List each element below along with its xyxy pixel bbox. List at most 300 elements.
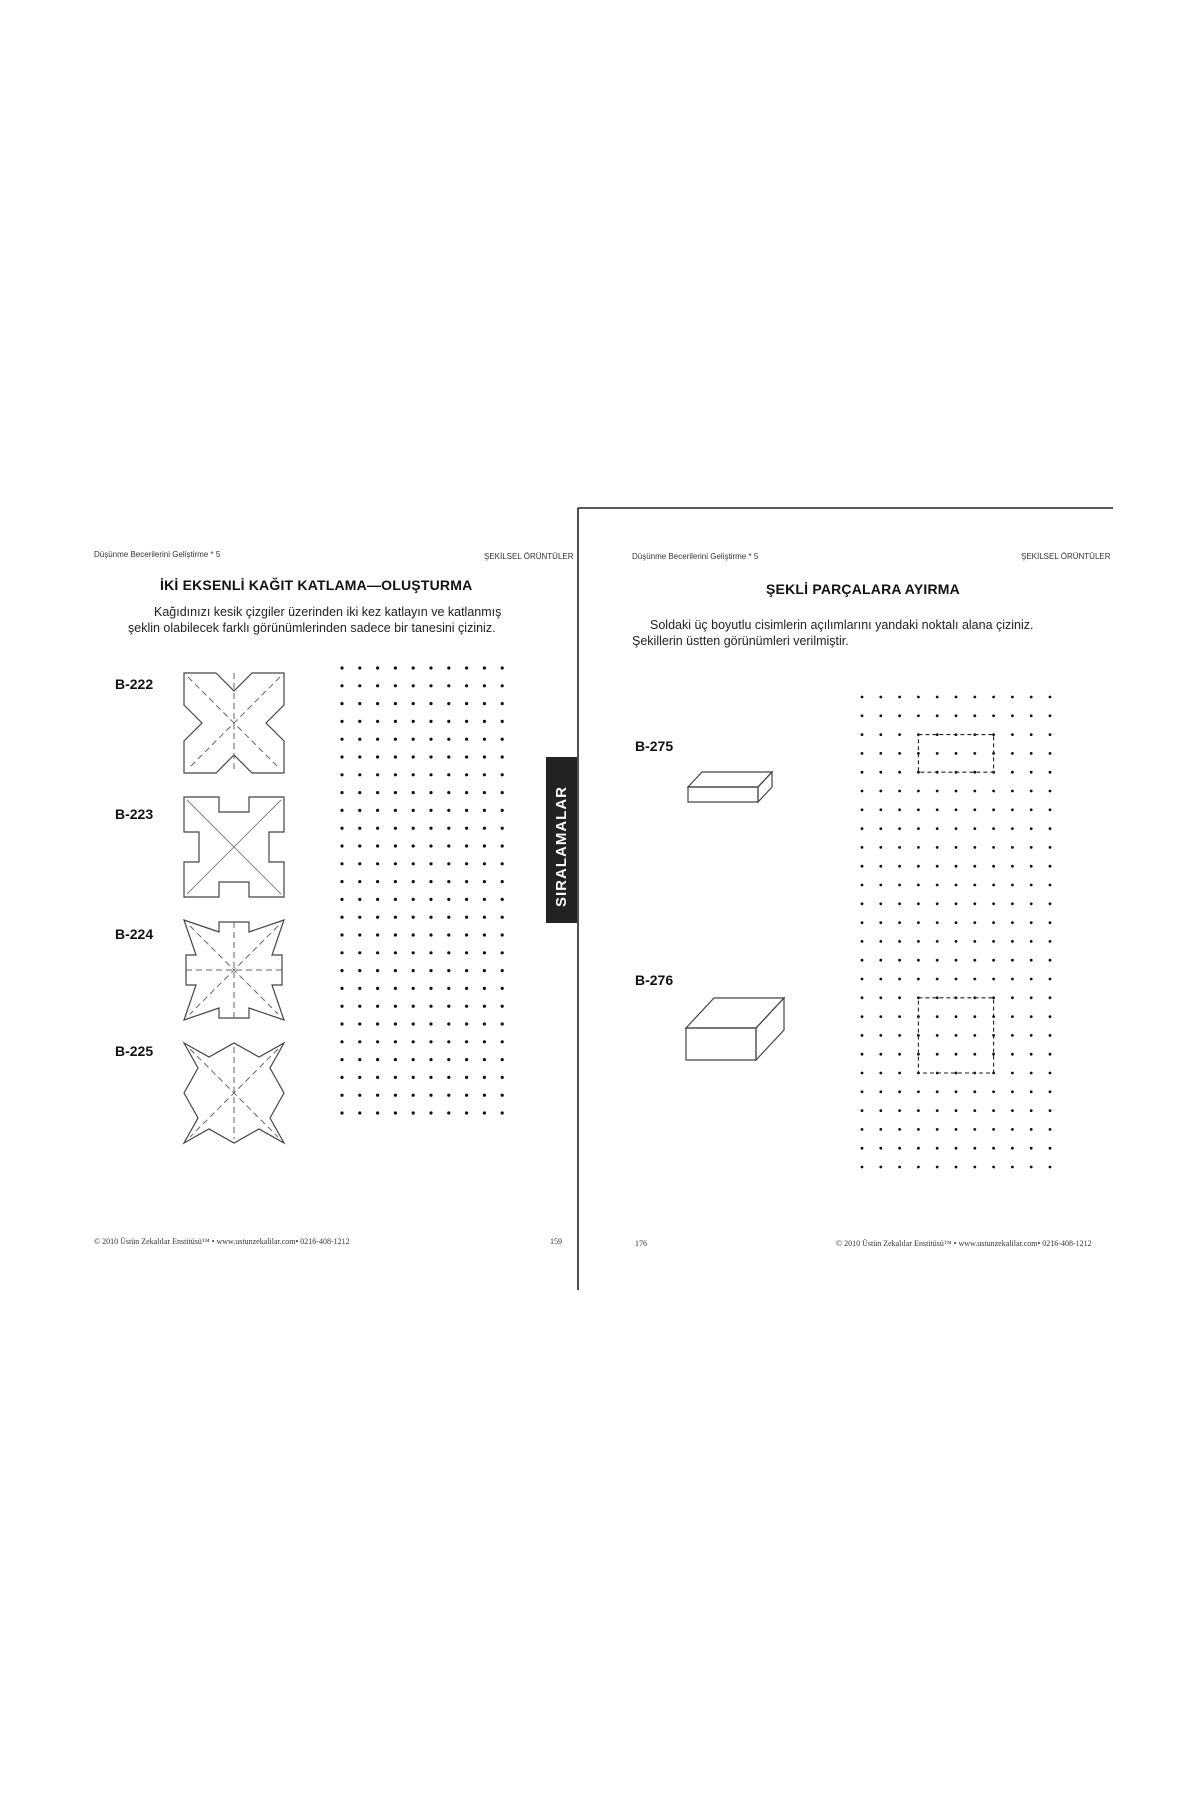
grid-dot	[465, 791, 468, 794]
grid-dot	[483, 702, 486, 705]
grid-dot	[898, 978, 901, 981]
grid-dot	[376, 702, 379, 705]
grid-dot	[483, 755, 486, 758]
grid-dot	[955, 846, 958, 849]
grid-dot	[501, 969, 504, 972]
grid-dot	[1049, 846, 1052, 849]
problem-label-b222: B-222	[115, 676, 154, 692]
grid-dot	[1049, 733, 1052, 736]
grid-dot	[955, 1147, 958, 1150]
grid-dot	[465, 1058, 468, 1061]
grid-dot	[483, 951, 486, 954]
grid-dot	[447, 1022, 450, 1025]
grid-dot	[879, 940, 882, 943]
grid-dot	[501, 702, 504, 705]
grid-dot	[861, 733, 864, 736]
grid-dot	[358, 755, 361, 758]
tall-box-icon	[686, 990, 796, 1065]
grid-dot	[340, 862, 343, 865]
grid-dot	[973, 790, 976, 793]
star-cross-fold-icon	[184, 920, 284, 1020]
grid-dot	[1049, 1015, 1052, 1018]
grid-dot	[917, 771, 920, 774]
side-tab-label: SIRALAMALAR	[553, 786, 570, 907]
grid-dot	[429, 916, 432, 919]
grid-dot	[992, 714, 995, 717]
grid-dot	[394, 987, 397, 990]
grid-dot	[447, 773, 450, 776]
grid-dot	[861, 1034, 864, 1037]
grid-dot	[340, 1040, 343, 1043]
grid-dot	[955, 1015, 958, 1018]
grid-dot	[861, 996, 864, 999]
grid-dot	[1011, 846, 1014, 849]
grid-dot	[340, 933, 343, 936]
grid-dot	[879, 696, 882, 699]
grid-dot	[955, 752, 958, 755]
grid-dot	[465, 738, 468, 741]
grid-dot	[465, 987, 468, 990]
grid-dot	[992, 808, 995, 811]
grid-dot	[394, 862, 397, 865]
grid-dot	[917, 884, 920, 887]
grid-dot	[992, 827, 995, 830]
grid-dot	[465, 969, 468, 972]
grid-dot	[394, 1040, 397, 1043]
grid-dot	[429, 844, 432, 847]
grid-dot	[992, 1090, 995, 1093]
grid-dot	[936, 696, 939, 699]
grid-dot	[376, 898, 379, 901]
grid-dot	[1030, 884, 1033, 887]
grid-dot	[955, 1072, 958, 1075]
grid-dot	[1049, 1166, 1052, 1169]
grid-dot	[898, 959, 901, 962]
grid-dot	[1049, 1072, 1052, 1075]
grid-dot	[1030, 1034, 1033, 1037]
grid-dot	[447, 755, 450, 758]
grid-dot	[1049, 902, 1052, 905]
grid-dot	[465, 1094, 468, 1097]
grid-dot	[394, 1111, 397, 1114]
problem-label-b276: B-276	[635, 972, 674, 988]
grid-dot	[394, 933, 397, 936]
grid-dot	[879, 1090, 882, 1093]
grid-dot	[936, 884, 939, 887]
grid-dot	[483, 933, 486, 936]
grid-dot	[447, 916, 450, 919]
grid-dot	[501, 844, 504, 847]
grid-dot	[861, 1053, 864, 1056]
grid-dot	[412, 951, 415, 954]
grid-dot	[465, 933, 468, 936]
grid-dot	[465, 880, 468, 883]
grid-dot	[394, 916, 397, 919]
grid-dot	[1030, 771, 1033, 774]
grid-dot	[955, 1053, 958, 1056]
grid-dot	[992, 1166, 995, 1169]
grid-dot	[1049, 1090, 1052, 1093]
grid-dot	[898, 790, 901, 793]
grid-dot	[412, 1022, 415, 1025]
grid-dot	[936, 1166, 939, 1169]
grid-dot	[447, 1040, 450, 1043]
grid-dot	[465, 862, 468, 865]
grid-dot	[483, 1094, 486, 1097]
grid-dot	[465, 720, 468, 723]
right-instructions: Soldaki üç boyutlu cisimlerin açılımlarını yandaki noktalı alana çiziniz. Şekillerin üstten görünümleri verilmiştir.	[632, 618, 1034, 648]
grid-dot	[376, 755, 379, 758]
grid-dot	[412, 862, 415, 865]
grid-dot	[917, 714, 920, 717]
grid-dot	[447, 1058, 450, 1061]
grid-dot	[501, 809, 504, 812]
grid-dot	[898, 1034, 901, 1037]
grid-dot	[861, 771, 864, 774]
grid-dot	[936, 1090, 939, 1093]
grid-dot	[358, 809, 361, 812]
grid-dot	[376, 1094, 379, 1097]
grid-dot	[973, 827, 976, 830]
grid-dot	[1030, 865, 1033, 868]
grid-dot	[340, 720, 343, 723]
grid-dot	[412, 898, 415, 901]
grid-dot	[447, 1005, 450, 1008]
grid-dot	[973, 808, 976, 811]
grid-dot	[1049, 1109, 1052, 1112]
grid-dot	[340, 1058, 343, 1061]
right-footer-copyright: © 2010 Üstün Zekalılar Enstitüsü™ • www.ustunzekalilar.com• 0216-408-1212	[836, 1239, 1092, 1248]
grid-dot	[1049, 959, 1052, 962]
grid-dot	[898, 940, 901, 943]
grid-dot	[465, 916, 468, 919]
grid-dot	[1011, 1128, 1014, 1131]
grid-dot	[1049, 1147, 1052, 1150]
grid-dot	[898, 827, 901, 830]
grid-dot	[1011, 771, 1014, 774]
grid-dot	[412, 987, 415, 990]
grid-dot	[898, 714, 901, 717]
grid-dot	[917, 1090, 920, 1093]
right-page-title: ŞEKLİ PARÇALARA AYIRMA	[766, 581, 960, 597]
grid-dot	[992, 884, 995, 887]
grid-dot	[1011, 921, 1014, 924]
grid-dot	[429, 773, 432, 776]
grid-dot	[898, 846, 901, 849]
grid-dot	[861, 790, 864, 793]
grid-dot	[1030, 714, 1033, 717]
grid-dot	[1030, 921, 1033, 924]
grid-dot	[412, 1094, 415, 1097]
grid-dot	[394, 738, 397, 741]
grid-dot	[483, 666, 486, 669]
grid-dot	[394, 1076, 397, 1079]
grid-dot	[936, 1053, 939, 1056]
grid-dot	[936, 1128, 939, 1131]
grid-dot	[376, 1040, 379, 1043]
grid-dot	[936, 921, 939, 924]
grid-dot	[992, 978, 995, 981]
grid-dot	[340, 1005, 343, 1008]
grid-dot	[412, 702, 415, 705]
grid-dot	[936, 902, 939, 905]
grid-dot	[992, 846, 995, 849]
grid-dot	[412, 720, 415, 723]
grid-dot	[429, 1040, 432, 1043]
grid-dot	[1030, 808, 1033, 811]
grid-dot	[1011, 1090, 1014, 1093]
grid-dot	[879, 902, 882, 905]
grid-dot	[955, 902, 958, 905]
grid-dot	[412, 1040, 415, 1043]
grid-dot	[501, 738, 504, 741]
right-dot-grid[interactable]	[858, 693, 1058, 1183]
grid-dot	[340, 969, 343, 972]
section-side-tab	[546, 757, 577, 923]
grid-dot	[376, 666, 379, 669]
grid-dot	[917, 959, 920, 962]
grid-dot	[1011, 808, 1014, 811]
grid-dot	[412, 844, 415, 847]
grid-dot	[1030, 733, 1033, 736]
grid-dot	[358, 880, 361, 883]
grid-dot	[465, 1022, 468, 1025]
grid-dot	[376, 969, 379, 972]
grid-dot	[358, 1005, 361, 1008]
grid-dot	[936, 752, 939, 755]
grid-dot	[936, 790, 939, 793]
grid-dot	[447, 987, 450, 990]
grid-dot	[973, 921, 976, 924]
grid-dot	[447, 862, 450, 865]
grid-dot	[340, 773, 343, 776]
grid-dot	[1049, 865, 1052, 868]
grid-dot	[936, 1109, 939, 1112]
grid-dot	[898, 1128, 901, 1131]
grid-dot	[973, 1166, 976, 1169]
grid-dot	[917, 921, 920, 924]
flat-box-icon	[688, 765, 778, 805]
grid-dot	[376, 684, 379, 687]
grid-dot	[358, 827, 361, 830]
grid-dot	[973, 1109, 976, 1112]
grid-dot	[340, 791, 343, 794]
grid-dot	[340, 844, 343, 847]
grid-dot	[1030, 846, 1033, 849]
grid-dot	[465, 844, 468, 847]
grid-dot	[955, 865, 958, 868]
grid-dot	[861, 1128, 864, 1131]
grid-dot	[1011, 1072, 1014, 1075]
grid-dot	[447, 666, 450, 669]
grid-dot	[1030, 959, 1033, 962]
grid-dot	[955, 714, 958, 717]
grid-dot	[992, 1109, 995, 1112]
grid-dot	[429, 951, 432, 954]
grid-dot	[376, 880, 379, 883]
grid-dot	[936, 1034, 939, 1037]
grid-dot	[376, 862, 379, 865]
grid-dot	[917, 808, 920, 811]
grid-dot	[955, 790, 958, 793]
grid-dot	[340, 916, 343, 919]
grid-dot	[483, 1005, 486, 1008]
grid-dot	[992, 959, 995, 962]
grid-dot	[429, 684, 432, 687]
grid-dot	[429, 702, 432, 705]
grid-dot	[394, 773, 397, 776]
grid-dot	[992, 940, 995, 943]
grid-dot	[1030, 790, 1033, 793]
grid-dot	[992, 696, 995, 699]
grid-dot	[412, 809, 415, 812]
grid-dot	[1049, 996, 1052, 999]
grid-dot	[992, 790, 995, 793]
grid-dot	[465, 898, 468, 901]
grid-dot	[358, 862, 361, 865]
grid-dot	[358, 1058, 361, 1061]
grid-dot	[394, 880, 397, 883]
grid-dot	[898, 808, 901, 811]
grid-dot	[955, 978, 958, 981]
grid-dot	[936, 1015, 939, 1018]
grid-dot	[340, 738, 343, 741]
grid-dot	[412, 933, 415, 936]
grid-dot	[955, 1166, 958, 1169]
grid-dot	[879, 978, 882, 981]
grid-dot	[376, 809, 379, 812]
grid-dot	[501, 1040, 504, 1043]
left-header-section: ŞEKİLSEL ÖRÜNTÜLER	[484, 552, 574, 561]
left-dot-grid[interactable]	[338, 664, 518, 1164]
grid-dot	[917, 846, 920, 849]
grid-dot	[501, 862, 504, 865]
grid-dot	[1049, 790, 1052, 793]
grid-dot	[879, 1147, 882, 1150]
grid-dot	[898, 902, 901, 905]
grid-dot	[483, 684, 486, 687]
grid-dot	[879, 1053, 882, 1056]
grid-dot	[1011, 884, 1014, 887]
grid-dot	[376, 951, 379, 954]
zigzag-square-fold-icon	[184, 1043, 284, 1143]
grid-dot	[1011, 1034, 1014, 1037]
grid-dot	[412, 791, 415, 794]
grid-dot	[898, 771, 901, 774]
problem-label-b225: B-225	[115, 1043, 154, 1059]
grid-dot	[973, 714, 976, 717]
grid-dot	[358, 738, 361, 741]
grid-dot	[447, 1076, 450, 1079]
grid-dot	[376, 1005, 379, 1008]
grid-dot	[483, 880, 486, 883]
grid-dot	[1049, 978, 1052, 981]
grid-dot	[879, 1034, 882, 1037]
grid-dot	[955, 940, 958, 943]
grid-dot	[394, 720, 397, 723]
grid-dot	[394, 702, 397, 705]
left-header-series: Düşünme Becerilerini Geliştirme * 5	[94, 550, 221, 559]
grid-dot	[501, 1111, 504, 1114]
grid-dot	[955, 959, 958, 962]
grid-dot	[501, 1094, 504, 1097]
grid-dot	[861, 884, 864, 887]
grid-dot	[898, 696, 901, 699]
grid-dot	[447, 720, 450, 723]
grid-dot	[376, 738, 379, 741]
right-header-section: ŞEKİLSEL ÖRÜNTÜLER	[1021, 552, 1111, 561]
grid-dot	[358, 898, 361, 901]
problem-label-b223: B-223	[115, 806, 154, 822]
grid-dot	[501, 666, 504, 669]
grid-dot	[1030, 1053, 1033, 1056]
grid-dot	[376, 916, 379, 919]
grid-dot	[1049, 771, 1052, 774]
left-page-number: 159	[550, 1237, 562, 1246]
grid-dot	[1030, 1072, 1033, 1075]
grid-dot	[412, 1111, 415, 1114]
grid-dot	[376, 844, 379, 847]
grid-dot	[917, 827, 920, 830]
grid-dot	[1049, 1034, 1052, 1037]
grid-dot	[955, 921, 958, 924]
grid-dot	[861, 752, 864, 755]
grid-dot	[861, 1015, 864, 1018]
grid-dot	[394, 898, 397, 901]
grid-dot	[955, 696, 958, 699]
grid-dot	[1011, 790, 1014, 793]
grid-dot	[992, 1147, 995, 1150]
grid-dot	[394, 1022, 397, 1025]
grid-dot	[394, 951, 397, 954]
grid-dot	[992, 902, 995, 905]
grid-dot	[1011, 1147, 1014, 1150]
grid-dot	[412, 773, 415, 776]
grid-dot	[879, 1109, 882, 1112]
grid-dot	[1049, 1053, 1052, 1056]
grid-dot	[898, 1015, 901, 1018]
grid-dot	[973, 978, 976, 981]
grid-dot	[412, 1058, 415, 1061]
grid-dot	[412, 880, 415, 883]
grid-dot	[879, 1166, 882, 1169]
grid-dot	[358, 1022, 361, 1025]
grid-dot	[1030, 1166, 1033, 1169]
grid-dot	[376, 1076, 379, 1079]
grid-dot	[973, 865, 976, 868]
grid-dot	[879, 959, 882, 962]
grid-dot	[447, 933, 450, 936]
grid-dot	[1030, 1090, 1033, 1093]
grid-dot	[394, 684, 397, 687]
grid-dot	[879, 1072, 882, 1075]
grid-dot	[376, 1058, 379, 1061]
grid-dot	[465, 1005, 468, 1008]
grid-dot	[394, 827, 397, 830]
grid-dot	[358, 1040, 361, 1043]
grid-dot	[861, 827, 864, 830]
grid-dot	[973, 1128, 976, 1131]
left-footer-copyright: © 2010 Üstün Zekalılar Enstitüsü™ • www.ustunzekalilar.com• 0216-408-1212	[94, 1237, 350, 1246]
grid-dot	[447, 1111, 450, 1114]
grid-dot	[340, 1111, 343, 1114]
grid-dot	[358, 702, 361, 705]
grid-dot	[1011, 733, 1014, 736]
grid-dot	[447, 738, 450, 741]
grid-dot	[879, 1015, 882, 1018]
grid-dot	[501, 898, 504, 901]
grid-dot	[1049, 808, 1052, 811]
